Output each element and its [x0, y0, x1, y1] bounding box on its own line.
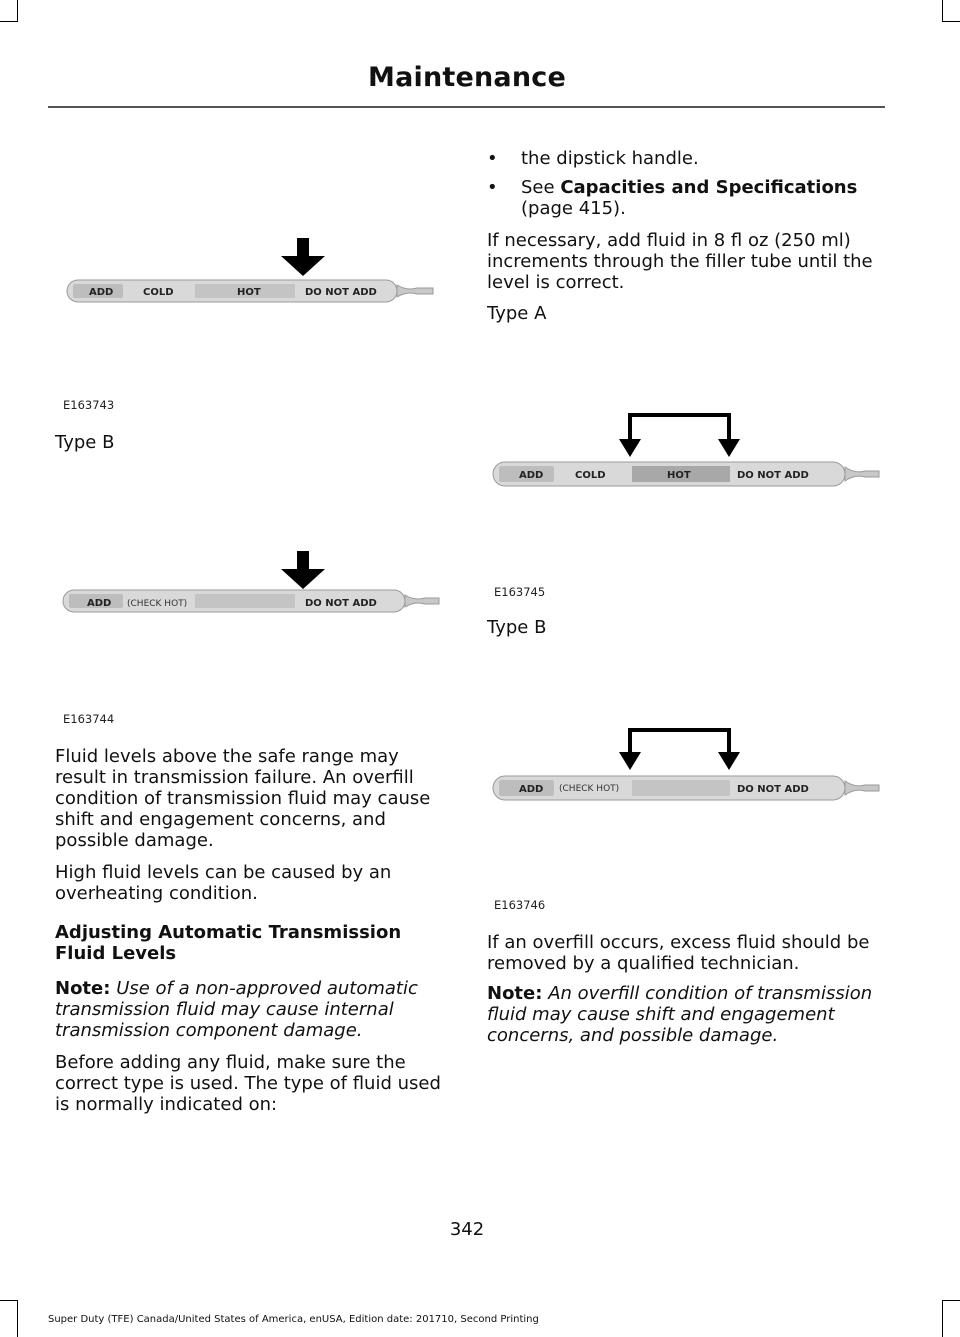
section-heading: Adjusting Automatic Transmission Fluid Levels — [55, 922, 402, 964]
note-text: Use of a non-approved automatic transmission fluid may cause internal transmission component damage. — [55, 978, 418, 1041]
note — [487, 983, 882, 1046]
dipstick-figure-e163744 — [55, 545, 445, 630]
dipstick-label-check-hot: (CHECK HOT) — [127, 599, 188, 609]
note-label: Note: — [55, 978, 111, 999]
see-prefix: See — [521, 177, 555, 198]
crop-mark-bottom-right-v — [942, 1300, 943, 1337]
paragraph: High fluid levels can be caused by an overheating condition. — [55, 862, 392, 904]
dipstick-figure-e163743 — [55, 230, 445, 320]
cross-reference-link[interactable]: Capacities and Specifications — [560, 177, 858, 198]
dipstick-label-cold: COLD — [575, 470, 606, 481]
crop-mark-top-right-v — [942, 0, 943, 22]
note-label: Note: — [487, 983, 543, 1004]
type-a-label: Type A — [487, 303, 547, 324]
down-arrow-icon — [281, 238, 325, 276]
note-text: An overfill condition of transmission fluid may cause shift and engagement concerns, and possible damage. — [487, 983, 873, 1046]
list-item-text — [521, 177, 882, 219]
note — [55, 978, 450, 1041]
dipstick-label-check-hot: (CHECK HOT) — [559, 784, 620, 794]
edition-footer: Super Duty (TFE) Canada/United States of America, enUSA, Edition date: 201710, Second Printing — [48, 1314, 539, 1325]
crop-mark-bottom-left-h — [0, 1300, 18, 1301]
range-bracket-arrows-icon — [619, 730, 740, 770]
bullet-icon: • — [487, 148, 498, 169]
paragraph: If necessary, add fluid in 8 fl oz (250 ml) increments through the filler tube until the level is correct. — [487, 230, 873, 293]
dipstick-label-hot: HOT — [237, 287, 261, 298]
paragraph: Before adding any fluid, make sure the correct type is used. The type of fluid used is normally indicated on: — [55, 1052, 441, 1115]
dipstick-label-do-not-add: DO NOT ADD — [737, 784, 809, 795]
dipstick-figure-e163746 — [487, 720, 882, 810]
crop-mark-bottom-right-h — [942, 1300, 960, 1301]
dipstick-label-add: ADD — [87, 598, 112, 609]
dipstick-label-do-not-add: DO NOT ADD — [305, 598, 377, 609]
dipstick-label-do-not-add: DO NOT ADD — [737, 470, 809, 481]
dipstick-label-hot: HOT — [667, 470, 691, 481]
figure-id: E163743 — [63, 398, 115, 412]
crop-mark-top-right-h — [942, 21, 960, 22]
crop-mark-bottom-left-v — [17, 1300, 18, 1337]
list-item — [487, 177, 882, 219]
bullet-icon: • — [487, 177, 498, 198]
dipstick-label-add: ADD — [89, 287, 114, 298]
dipstick-shape — [63, 590, 439, 612]
page-title: Maintenance — [368, 62, 566, 93]
crop-mark-top-left-h — [0, 21, 18, 22]
type-b-label: Type B — [55, 432, 115, 453]
page-reference: (page 415). — [521, 198, 626, 219]
paragraph: Fluid levels above the safe range may result in transmission failure. An overfill condition of transmission fluid may cause shift and engagement concerns, and possible damage. — [55, 746, 431, 851]
dipstick-label-cold: COLD — [143, 287, 174, 298]
dipstick-figure-e163745 — [487, 405, 882, 500]
down-arrow-icon — [281, 551, 325, 589]
page-number: 342 — [449, 1219, 485, 1240]
dipstick-label-add: ADD — [519, 470, 544, 481]
header-divider — [48, 106, 885, 108]
figure-id: E163745 — [494, 585, 546, 599]
dipstick-shape — [493, 776, 879, 800]
figure-id: E163746 — [494, 898, 546, 912]
type-b-label: Type B — [487, 617, 547, 638]
crop-mark-top-left-v — [17, 0, 18, 22]
dipstick-label-add: ADD — [519, 784, 544, 795]
list-item — [487, 148, 882, 169]
list-item-text: the dipstick handle. — [521, 148, 699, 169]
range-bracket-arrows-icon — [619, 415, 740, 457]
dipstick-label-do-not-add: DO NOT ADD — [305, 287, 377, 298]
figure-id: E163744 — [63, 712, 115, 726]
paragraph: If an overfill occurs, excess fluid should be removed by a qualified technician. — [487, 932, 870, 974]
